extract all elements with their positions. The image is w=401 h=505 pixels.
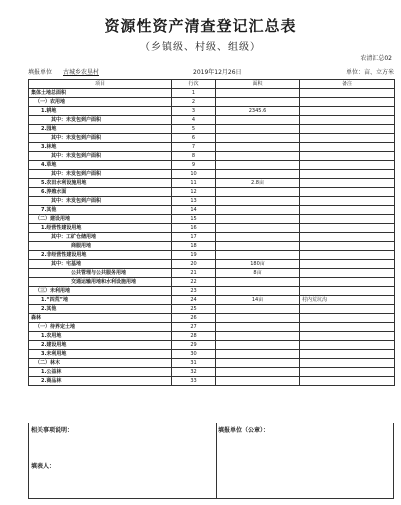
row-note: [300, 278, 395, 287]
row-area: [216, 377, 300, 386]
form-number: 农清汇总02: [360, 55, 392, 62]
table-row: [29, 179, 395, 188]
row-area: [216, 350, 300, 359]
table-row: [29, 215, 395, 224]
table-row: [29, 350, 395, 359]
row-item: 公共管理与公共服务用地: [29, 269, 172, 278]
row-seq: 2: [172, 98, 216, 107]
table-row: [29, 323, 395, 332]
table-row: [29, 368, 395, 377]
row-item: （一）农用地: [29, 98, 172, 107]
row-item: 其中：未发包到户面积: [29, 152, 172, 161]
row-seq: 11: [172, 179, 216, 188]
row-seq: 28: [172, 332, 216, 341]
row-item: 其中：未发包到户面积: [29, 134, 172, 143]
row-item: 1.公益林: [29, 368, 172, 377]
row-note: [300, 134, 395, 143]
row-seq: 15: [172, 215, 216, 224]
row-item: 2.建设用地: [29, 341, 172, 350]
row-item: （二）林木: [29, 359, 172, 368]
row-note: [300, 125, 395, 134]
table-row: [29, 251, 395, 260]
row-item: 1.耕地: [29, 107, 172, 116]
table-row: [29, 359, 395, 368]
row-area: [216, 287, 300, 296]
row-area: [216, 143, 300, 152]
table-row: [29, 143, 395, 152]
table-row: [29, 314, 395, 323]
row-seq: 32: [172, 368, 216, 377]
row-note: [300, 260, 395, 269]
row-item: 5.农田水利设施用地: [29, 179, 172, 188]
row-item: 2.园地: [29, 125, 172, 134]
row-item: （三）未利用地: [29, 287, 172, 296]
table-row: [29, 197, 395, 206]
row-note: [300, 107, 395, 116]
row-note: [300, 332, 395, 341]
row-item: 2.非经营性建设用地: [29, 251, 172, 260]
row-seq: 21: [172, 269, 216, 278]
row-note: [300, 269, 395, 278]
row-area: [216, 368, 300, 377]
row-note: [300, 224, 395, 233]
row-item: 6.养殖水面: [29, 188, 172, 197]
row-note: [300, 233, 395, 242]
row-seq: 17: [172, 233, 216, 242]
row-item: 其中：未发包到户面积: [29, 116, 172, 125]
row-item: 2.商品林: [29, 377, 172, 386]
table-row: [29, 332, 395, 341]
row-note: [300, 170, 395, 179]
row-area: [216, 242, 300, 251]
table-header-row: [29, 80, 395, 89]
row-area: [216, 323, 300, 332]
table-row: [29, 89, 395, 98]
table-row: [29, 125, 395, 134]
row-note: [300, 89, 395, 98]
row-item: 其中：未发包到户面积: [29, 197, 172, 206]
footer-divider: [216, 423, 217, 498]
report-date: 2019年12月26日: [193, 69, 242, 76]
table-row: [29, 296, 395, 305]
page-title: 资源性资产清查登记汇总表: [104, 17, 297, 35]
row-seq: 23: [172, 287, 216, 296]
row-item: 其中：工矿仓储用地: [29, 233, 172, 242]
row-note: [300, 116, 395, 125]
row-item: 1.农用地: [29, 332, 172, 341]
row-area: 14亩: [216, 296, 300, 305]
row-item: 其中：宅基地: [29, 260, 172, 269]
row-note: [300, 314, 395, 323]
row-seq: 25: [172, 305, 216, 314]
row-seq: 7: [172, 143, 216, 152]
row-area: [216, 170, 300, 179]
row-area: [216, 305, 300, 314]
row-item: 其中：未发包到户面积: [29, 170, 172, 179]
row-note: [300, 179, 395, 188]
row-seq: 14: [172, 206, 216, 215]
table-row: [29, 188, 395, 197]
row-seq: 10: [172, 170, 216, 179]
row-area: [216, 251, 300, 260]
header-area: 面积: [216, 80, 300, 89]
table-row: [29, 206, 395, 215]
row-note: [300, 188, 395, 197]
row-item: 3.未利用地: [29, 350, 172, 359]
table-row: [29, 161, 395, 170]
row-note: [300, 161, 395, 170]
row-seq: 30: [172, 350, 216, 359]
row-area: [216, 116, 300, 125]
row-seq: 8: [172, 152, 216, 161]
row-seq: 3: [172, 107, 216, 116]
row-area: 180亩: [216, 260, 300, 269]
row-note: [300, 242, 395, 251]
row-area: 2.8亩: [216, 179, 300, 188]
row-area: [216, 152, 300, 161]
table-row: [29, 377, 395, 386]
row-area: [216, 197, 300, 206]
row-seq: 18: [172, 242, 216, 251]
row-item: 3.林地: [29, 143, 172, 152]
row-seq: 26: [172, 314, 216, 323]
row-note: [300, 287, 395, 296]
row-item: 4.草地: [29, 161, 172, 170]
row-note: [300, 341, 395, 350]
row-area: [216, 359, 300, 368]
table-row: [29, 170, 395, 179]
row-area: [216, 332, 300, 341]
row-seq: 29: [172, 341, 216, 350]
row-seq: 24: [172, 296, 216, 305]
row-seq: 33: [172, 377, 216, 386]
row-seq: 5: [172, 125, 216, 134]
row-seq: 22: [172, 278, 216, 287]
header-seq: 行次: [172, 80, 216, 89]
row-note: [300, 251, 395, 260]
reporting-unit-label: 填报单位: [28, 69, 53, 76]
row-note: [300, 143, 395, 152]
units-note: 单位：亩、立方米: [345, 69, 394, 76]
table-row: [29, 269, 395, 278]
row-area: 8亩: [216, 269, 300, 278]
row-note: 村内荒坑沟: [300, 296, 395, 305]
row-area: 2345.6: [216, 107, 300, 116]
table-row: [29, 278, 395, 287]
row-seq: 6: [172, 134, 216, 143]
filler-label: 填表人：: [31, 463, 56, 470]
row-item: 1.经营性建设用地: [29, 224, 172, 233]
row-seq: 12: [172, 188, 216, 197]
row-item: 1.“四荒”地: [29, 296, 172, 305]
row-area: [216, 125, 300, 134]
row-seq: 19: [172, 251, 216, 260]
footer-box: [28, 423, 394, 499]
row-area: [216, 314, 300, 323]
row-area: [216, 161, 300, 170]
row-item: 交通运输用地和水利设施用地: [29, 278, 172, 287]
row-note: [300, 359, 395, 368]
table-row: [29, 233, 395, 242]
row-item: 森林: [29, 314, 172, 323]
table-row: [29, 305, 395, 314]
row-note: [300, 323, 395, 332]
table-row: [29, 287, 395, 296]
row-item: （二）建设用地: [29, 215, 172, 224]
header-note: 备注: [300, 80, 395, 89]
table-row: [29, 98, 395, 107]
seal-label: 填报单位（公章）：: [218, 427, 270, 434]
row-note: [300, 305, 395, 314]
row-item: （一）待界定土地: [29, 323, 172, 332]
row-note: [300, 368, 395, 377]
row-note: [300, 98, 395, 107]
row-note: [300, 197, 395, 206]
row-seq: 16: [172, 224, 216, 233]
row-seq: 27: [172, 323, 216, 332]
table-row: [29, 341, 395, 350]
row-seq: 20: [172, 260, 216, 269]
table-row: [29, 152, 395, 161]
row-area: [216, 188, 300, 197]
table-row: [29, 107, 395, 116]
row-note: [300, 377, 395, 386]
row-item: 7.其他: [29, 206, 172, 215]
summary-table: [28, 79, 395, 386]
table-row: [29, 134, 395, 143]
row-area: [216, 224, 300, 233]
row-note: [300, 350, 395, 359]
table-row: [29, 260, 395, 269]
row-area: [216, 89, 300, 98]
row-item: 集体土地总面积: [29, 89, 172, 98]
row-area: [216, 278, 300, 287]
row-seq: 1: [172, 89, 216, 98]
row-note: [300, 206, 395, 215]
row-area: [216, 98, 300, 107]
row-item: 商服用地: [29, 242, 172, 251]
row-note: [300, 215, 395, 224]
row-area: [216, 215, 300, 224]
row-seq: 4: [172, 116, 216, 125]
reporting-unit-value: 古城乡农垦村: [63, 69, 100, 76]
row-seq: 9: [172, 161, 216, 170]
row-seq: 13: [172, 197, 216, 206]
table-row: [29, 116, 395, 125]
row-note: [300, 152, 395, 161]
row-area: [216, 206, 300, 215]
row-area: [216, 233, 300, 242]
header-item: 项目: [29, 80, 172, 89]
info-bar: [28, 67, 394, 77]
row-area: [216, 134, 300, 143]
table-row: [29, 242, 395, 251]
row-item: 2.其他: [29, 305, 172, 314]
page-subtitle: （乡镇级、村级、组级）: [140, 42, 261, 53]
row-seq: 31: [172, 359, 216, 368]
table-row: [29, 224, 395, 233]
row-area: [216, 341, 300, 350]
related-notes-label: 相关事项说明：: [31, 427, 74, 434]
